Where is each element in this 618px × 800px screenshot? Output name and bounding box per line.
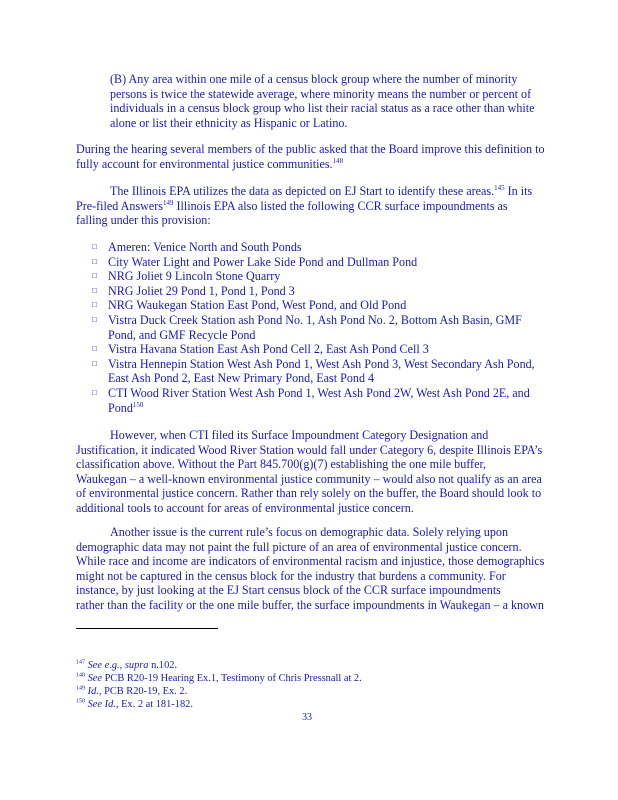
bullet-icon: □ (92, 344, 97, 354)
paragraph-line (76, 157, 545, 172)
list-item-text: Ameren: Venice North and South Ponds (108, 240, 302, 254)
footnote-number: 147 (76, 659, 85, 666)
list-item-text: NRG Waukegan Station East Pond, West Pond, and Old Pond (108, 298, 407, 313)
footnote-divider (76, 628, 218, 629)
list-item-text-fragment: Pond (108, 400, 133, 415)
footnote-number: 149 (76, 685, 85, 692)
paragraph-line: Justification, it indicated Wood River Station would fall under Category 6, despite Illinois EPA’s (76, 442, 543, 457)
footnote-signal: See (87, 673, 103, 684)
footnote-signal: Id. (87, 686, 99, 697)
footnote-number: 148 (76, 672, 85, 679)
list-item-text: Vistra Hennepin Station West Ash Pond 1, West Ash Pond 3, West Secondary Ash Pond, (108, 356, 535, 371)
footnote-signal: See Id. (87, 699, 116, 710)
paragraph-line: During the hearing several members of the public asked that the Board improve this definition to (76, 142, 545, 156)
paragraph-demographics (76, 525, 544, 613)
list-item (92, 269, 612, 284)
impoundment-list (92, 240, 612, 415)
paragraph-hearing (76, 142, 545, 171)
paragraph-text: The Illinois EPA utilizes the data as depicted on EJ Start to identify these areas. (110, 184, 495, 198)
paragraph-line: Waukegan – a well-known environmental justice community – would also not qualify as an area (76, 471, 542, 486)
paragraph-ej-start (76, 184, 532, 228)
footnote-text: n.102. (148, 660, 178, 671)
list-item-text: NRG Joliet 9 Lincoln Stone Quarry (108, 269, 281, 284)
footnote-ref: 150 (132, 400, 144, 409)
bullet-icon: □ (92, 271, 97, 281)
list-item-text: NRG Joliet 29 Pond 1, Pond 1, Pond 3 (108, 283, 295, 298)
bullet-icon: □ (92, 285, 97, 295)
quote-line: (B) Any area within one mile of a census block group where the number of minority (110, 72, 518, 86)
quote-line: alone or list their ethnicity as Hispanic or Latino. (110, 115, 348, 130)
footnote-text: , Ex. 2 at 181-182. (115, 699, 193, 710)
paragraph-line: falling under this provision: (76, 213, 211, 228)
bullet-icon: □ (92, 256, 97, 266)
list-item (92, 298, 612, 313)
bullet-icon: □ (92, 242, 97, 251)
footnote-ref: 145 (494, 183, 505, 192)
list-item (92, 313, 612, 342)
list-item-text: East Ash Pond 2, East New Primary Pond, East Pond 4 (108, 371, 375, 386)
paragraph-text: Illinois EPA also listed the following CCR surface impoundments as (173, 198, 508, 213)
bullet-icon: □ (92, 387, 97, 397)
footnote (76, 660, 177, 672)
block-quote (110, 72, 535, 130)
footnote (76, 699, 193, 711)
paragraph-line: classification above. Without the Part 845.700(g)(7) establishing the one mile buffer, (76, 457, 487, 472)
list-item-text: CTI Wood River Station West Ash Pond 1, West Ash Pond 2W, West Ash Pond 2E, and (108, 385, 530, 400)
list-item (92, 240, 612, 255)
list-item-text: Vistra Havana Station East Ash Pond Cell 2, East Ash Pond Cell 3 (108, 342, 429, 357)
paragraph-text: fully account for environmental justice communities. (76, 156, 333, 171)
list-item-text: Pond, and GMF Recycle Pond (108, 327, 256, 342)
paragraph-line: of environmental justice concern. Rather than rely solely on the buffer, the Board should look to (76, 486, 542, 501)
paragraph-text: Pre-filed Answers (76, 198, 163, 213)
list-item (92, 342, 612, 357)
footnote (76, 673, 362, 685)
footnote-text: , PCB R20-19, Ex. 2. (98, 686, 188, 697)
footnote (76, 686, 187, 698)
list-item-text (108, 401, 612, 416)
list-item-text: Vistra Duck Creek Station ash Pond No. 1, Ash Pond No. 2, Bottom Ash Basin, GMF (108, 312, 522, 327)
paragraph-line: rather than the facility or the one mile buffer, the surface impoundments in Waukegan – a known (76, 597, 544, 612)
paragraph-line: additional tools to account for areas of environmental justice concern. (76, 500, 414, 515)
bullet-icon: □ (92, 314, 97, 324)
quote-line: individuals in a census block group who list their racial status as a race other than white (110, 101, 535, 116)
paragraph-cti (76, 428, 542, 516)
bullet-icon: □ (92, 300, 97, 310)
list-item (92, 255, 612, 270)
list-item (92, 386, 612, 415)
paragraph-line: instance, by just looking at the EJ Start census block of the CCR surface impoundments (76, 583, 501, 598)
paragraph-text: In its (504, 184, 533, 198)
paragraph-line: might not be captured in the census block for the industry that burdens a community. For (76, 568, 506, 583)
paragraph-line: Another issue is the current rule’s focus on demographic data. Solely relying upon (110, 525, 508, 539)
list-item (92, 357, 612, 386)
paragraph-line: While race and income are indicators of environmental racism and injustice, those demographics (76, 554, 545, 569)
list-item (92, 284, 612, 299)
quote-line: persons is twice the statewide average, where minority means the number or percent of (110, 86, 532, 101)
list-item-text: City Water Light and Power Lake Side Pond and Dullman Pond (108, 254, 418, 269)
bullet-icon: □ (92, 358, 97, 368)
footnote-ref: 149 (163, 198, 174, 207)
page-number: 33 (302, 712, 312, 723)
footnote-signal: See e.g., supra (87, 660, 149, 671)
paragraph-line (76, 184, 532, 199)
paragraph-line: demographic data may not paint the full picture of an area of environmental justice concern. (76, 539, 522, 554)
footnote-text: PCB R20-19 Hearing Ex.1, Testimony of Chris Pressnall at 2. (102, 673, 362, 684)
paragraph-line (76, 199, 532, 214)
footnote-number: 150 (76, 698, 85, 705)
footnote-ref: 148 (332, 156, 344, 165)
paragraph-line: However, when CTI filed its Surface Impoundment Category Designation and (110, 428, 489, 442)
